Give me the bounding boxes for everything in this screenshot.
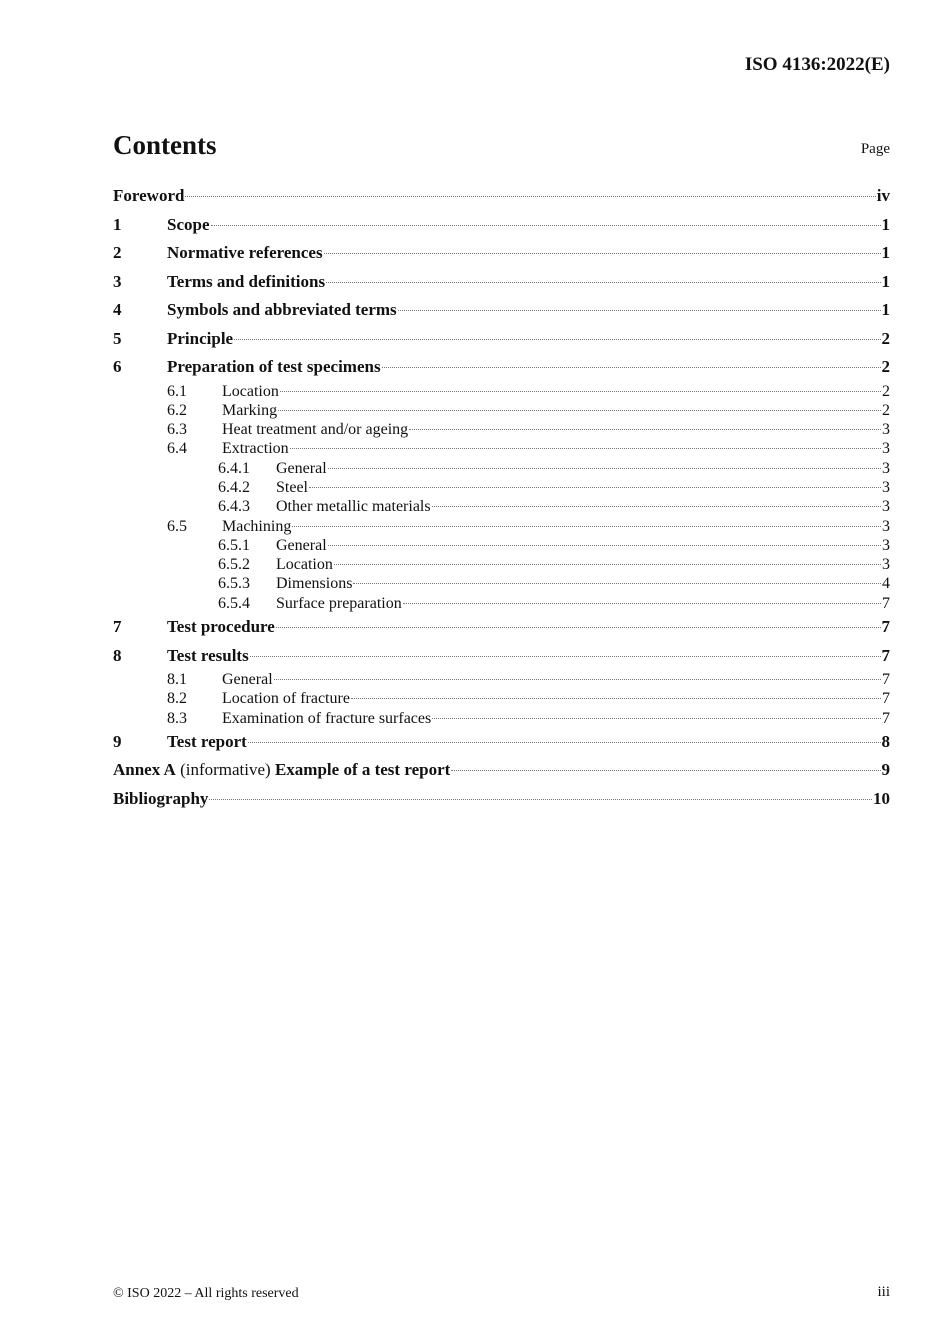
toc-entry-title-text: Preparation of test specimens	[167, 357, 381, 376]
toc-entry-title	[276, 574, 352, 593]
toc-entry-number: 6.3	[167, 421, 187, 439]
toc-entry[interactable]	[113, 182, 890, 211]
toc-entry-title	[276, 478, 308, 497]
toc-entry-title	[276, 555, 333, 574]
toc-entry[interactable]	[113, 478, 890, 497]
dot-leader	[334, 564, 881, 565]
toc-entry-page: 2	[882, 382, 890, 400]
toc-entry-number: 6.4.3	[218, 498, 250, 516]
toc-entry-title	[113, 182, 184, 211]
toc-entry-page: 3	[882, 440, 890, 458]
toc-entry-page: 3	[882, 536, 890, 554]
toc-entry[interactable]	[113, 574, 890, 593]
toc-entry-number: 8.1	[167, 671, 187, 689]
dot-leader	[328, 468, 881, 469]
table-of-contents	[113, 182, 890, 813]
toc-entry-page: 3	[882, 421, 890, 439]
toc-entry-title-text: General	[276, 459, 327, 477]
toc-entry-title	[167, 239, 323, 268]
toc-entry-title-text: Annex A	[113, 760, 176, 780]
toc-entry-title-text: Surface preparation	[276, 594, 402, 612]
toc-entry-title-text: Principle	[167, 328, 234, 348]
toc-entry-title-text: Bibliography	[113, 788, 209, 808]
toc-entry-title	[222, 689, 350, 708]
toc-entry[interactable]	[113, 420, 890, 439]
dot-leader	[432, 506, 881, 507]
toc-entry-title	[167, 613, 275, 642]
dot-leader	[353, 583, 881, 584]
toc-entry-title	[276, 497, 431, 516]
dot-leader	[309, 487, 881, 488]
toc-entry[interactable]	[113, 268, 890, 297]
toc-entry-page: 7	[881, 617, 890, 637]
toc-entry[interactable]	[113, 517, 890, 536]
toc-entry-number: 6.4.2	[218, 478, 250, 496]
toc-entry-number: 7	[113, 617, 122, 637]
toc-entry-number: 6.5.1	[218, 536, 250, 554]
toc-entry[interactable]	[113, 536, 890, 555]
dot-leader	[209, 799, 872, 800]
toc-entry[interactable]	[113, 353, 890, 382]
toc-entry-title	[222, 420, 408, 439]
dot-leader	[403, 603, 881, 604]
dot-leader	[324, 253, 881, 254]
toc-entry-page: 1	[881, 214, 890, 234]
toc-entry[interactable]	[113, 594, 890, 613]
toc-entry-page: 1	[881, 300, 890, 319]
toc-entry-title-text: General	[222, 671, 273, 689]
toc-entry-number: 9	[113, 731, 122, 751]
toc-entry-title	[276, 459, 327, 478]
toc-entry-title-annex-name: Example of a test report	[274, 760, 451, 780]
toc-entry-number: 6.1	[167, 382, 187, 400]
toc-entry[interactable]	[113, 211, 890, 240]
toc-entry[interactable]	[113, 689, 890, 708]
toc-entry-number: 6.4	[167, 440, 187, 458]
toc-entry-page: 3	[882, 556, 890, 574]
toc-entry[interactable]	[113, 642, 890, 671]
toc-entry-title-text: Examination of fracture surfaces	[222, 709, 432, 727]
toc-entry-number: 6.5.4	[218, 594, 250, 612]
toc-entry-title-text: Extraction	[222, 440, 289, 458]
toc-entry-title-text: Steel	[276, 478, 308, 496]
toc-entry-title-text: General	[276, 536, 327, 554]
toc-entry-page: 8	[881, 731, 890, 751]
toc-entry-number: 3	[113, 271, 122, 291]
toc-entry-title	[167, 353, 381, 382]
toc-entry[interactable]	[113, 785, 890, 814]
toc-entry-title	[276, 594, 402, 613]
toc-entry-title-text: Scope	[167, 214, 210, 234]
toc-entry-page: iv	[876, 186, 890, 205]
dot-leader	[290, 448, 881, 449]
toc-entry-title	[276, 536, 327, 555]
dot-leader	[432, 718, 881, 719]
dot-leader	[326, 282, 880, 283]
toc-entry-page: 7	[881, 645, 890, 665]
toc-entry-page: 3	[882, 478, 890, 496]
dot-leader	[211, 225, 881, 226]
toc-entry-number: 5	[113, 328, 122, 348]
toc-entry-title	[113, 785, 208, 814]
toc-entry[interactable]	[113, 555, 890, 574]
page-title: Contents	[113, 130, 217, 160]
toc-entry-title	[222, 517, 291, 536]
toc-entry-title-text: Test results	[167, 645, 249, 665]
toc-entry-title	[222, 401, 277, 420]
toc-entry-title	[222, 382, 279, 401]
toc-entry-title	[167, 296, 397, 325]
toc-entry[interactable]	[113, 670, 890, 689]
dot-leader	[409, 429, 881, 430]
dot-leader	[382, 367, 881, 368]
toc-entry-title-text: Symbols and abbreviated terms	[167, 300, 397, 319]
toc-entry-number: 2	[113, 243, 122, 262]
dot-leader	[274, 679, 881, 680]
toc-entry-number: 4	[113, 300, 122, 319]
dot-leader	[292, 526, 881, 527]
toc-entry-title-text: Normative references	[167, 243, 323, 262]
toc-entry-page: 1	[881, 243, 890, 262]
dot-leader	[185, 196, 875, 197]
toc-entry-page: 2	[881, 357, 890, 376]
dot-leader	[328, 545, 881, 546]
toc-entry-title-text: Marking	[222, 401, 278, 419]
toc-entry-number: 6.5	[167, 517, 187, 535]
toc-entry-title-text: Other metallic materials	[276, 498, 431, 516]
toc-entry[interactable]	[113, 239, 890, 268]
toc-entry-title	[167, 642, 249, 671]
dot-leader	[250, 656, 881, 657]
toc-entry[interactable]	[113, 296, 890, 325]
toc-entry[interactable]	[113, 439, 890, 458]
dot-leader	[351, 698, 881, 699]
toc-entry-title-text: Test procedure	[167, 617, 275, 637]
toc-entry[interactable]	[113, 497, 890, 516]
page-number: iii	[877, 1284, 890, 1300]
toc-entry-title-text: Heat treatment and/or ageing	[222, 421, 409, 439]
toc-entry-page: 7	[882, 709, 890, 727]
toc-entry-page: 3	[882, 498, 890, 516]
toc-entry-number: 8	[113, 645, 122, 665]
toc-entry[interactable]	[113, 382, 890, 401]
toc-entry-title-text: Foreword	[113, 186, 185, 205]
toc-entry-page: 7	[882, 690, 890, 708]
toc-entry-title-text: Location of fracture	[222, 690, 350, 708]
toc-entry-title-text: Location	[222, 382, 279, 400]
toc-entry-number: 6.4.1	[218, 459, 250, 477]
toc-entry-title-text: Dimensions	[276, 575, 353, 593]
toc-entry[interactable]	[113, 709, 890, 728]
toc-entry-number: 8.2	[167, 690, 187, 708]
toc-entry-title	[167, 268, 325, 297]
toc-entry-title-text: Terms and definitions	[167, 271, 326, 291]
page-column-label: Page	[860, 141, 890, 157]
toc-entry-page: 7	[882, 594, 890, 612]
dot-leader	[276, 627, 881, 628]
toc-entry-page: 3	[882, 517, 890, 535]
toc-entry-title	[222, 670, 273, 689]
toc-entry[interactable]	[113, 325, 890, 354]
dot-leader	[451, 770, 880, 771]
toc-entry-page: 3	[882, 459, 890, 477]
copyright-footer: © ISO 2022 – All rights reserved	[113, 1286, 299, 1301]
toc-entry[interactable]	[113, 756, 890, 785]
dot-leader	[278, 410, 881, 411]
toc-entry-title-annex-type: (informative)	[175, 760, 275, 780]
toc-entry-title-text: Location	[276, 556, 333, 574]
toc-entry-title	[113, 756, 450, 785]
toc-entry-number: 6.5.2	[218, 556, 250, 574]
toc-entry-title	[167, 325, 233, 354]
toc-entry[interactable]	[113, 728, 890, 757]
toc-entry-page: 2	[882, 401, 890, 419]
toc-entry[interactable]	[113, 401, 890, 420]
toc-entry-page: 9	[881, 760, 890, 780]
dot-leader	[280, 391, 881, 392]
toc-entry-number: 6.5.3	[218, 575, 250, 593]
toc-entry-number: 1	[113, 214, 122, 234]
toc-entry-title	[167, 728, 247, 757]
toc-entry-title	[222, 439, 289, 458]
dot-leader	[248, 742, 881, 743]
toc-entry-page: 1	[881, 271, 890, 291]
toc-entry-number: 8.3	[167, 709, 187, 727]
toc-entry[interactable]	[113, 459, 890, 478]
toc-entry-page: 4	[882, 575, 890, 593]
toc-entry-title	[167, 211, 210, 240]
dot-leader	[398, 310, 881, 311]
toc-entry-number: 6	[113, 357, 122, 376]
toc-entry[interactable]	[113, 613, 890, 642]
document-id-header: ISO 4136:2022(E)	[744, 54, 890, 75]
toc-entry-title-text: Machining	[222, 517, 292, 535]
toc-entry-page: 7	[882, 671, 890, 689]
toc-entry-title-text: Test report	[167, 731, 247, 751]
toc-entry-page: 2	[881, 328, 890, 348]
toc-entry-page: 10	[873, 788, 890, 808]
toc-entry-number: 6.2	[167, 401, 187, 419]
dot-leader	[234, 339, 880, 340]
toc-entry-title	[222, 709, 431, 728]
